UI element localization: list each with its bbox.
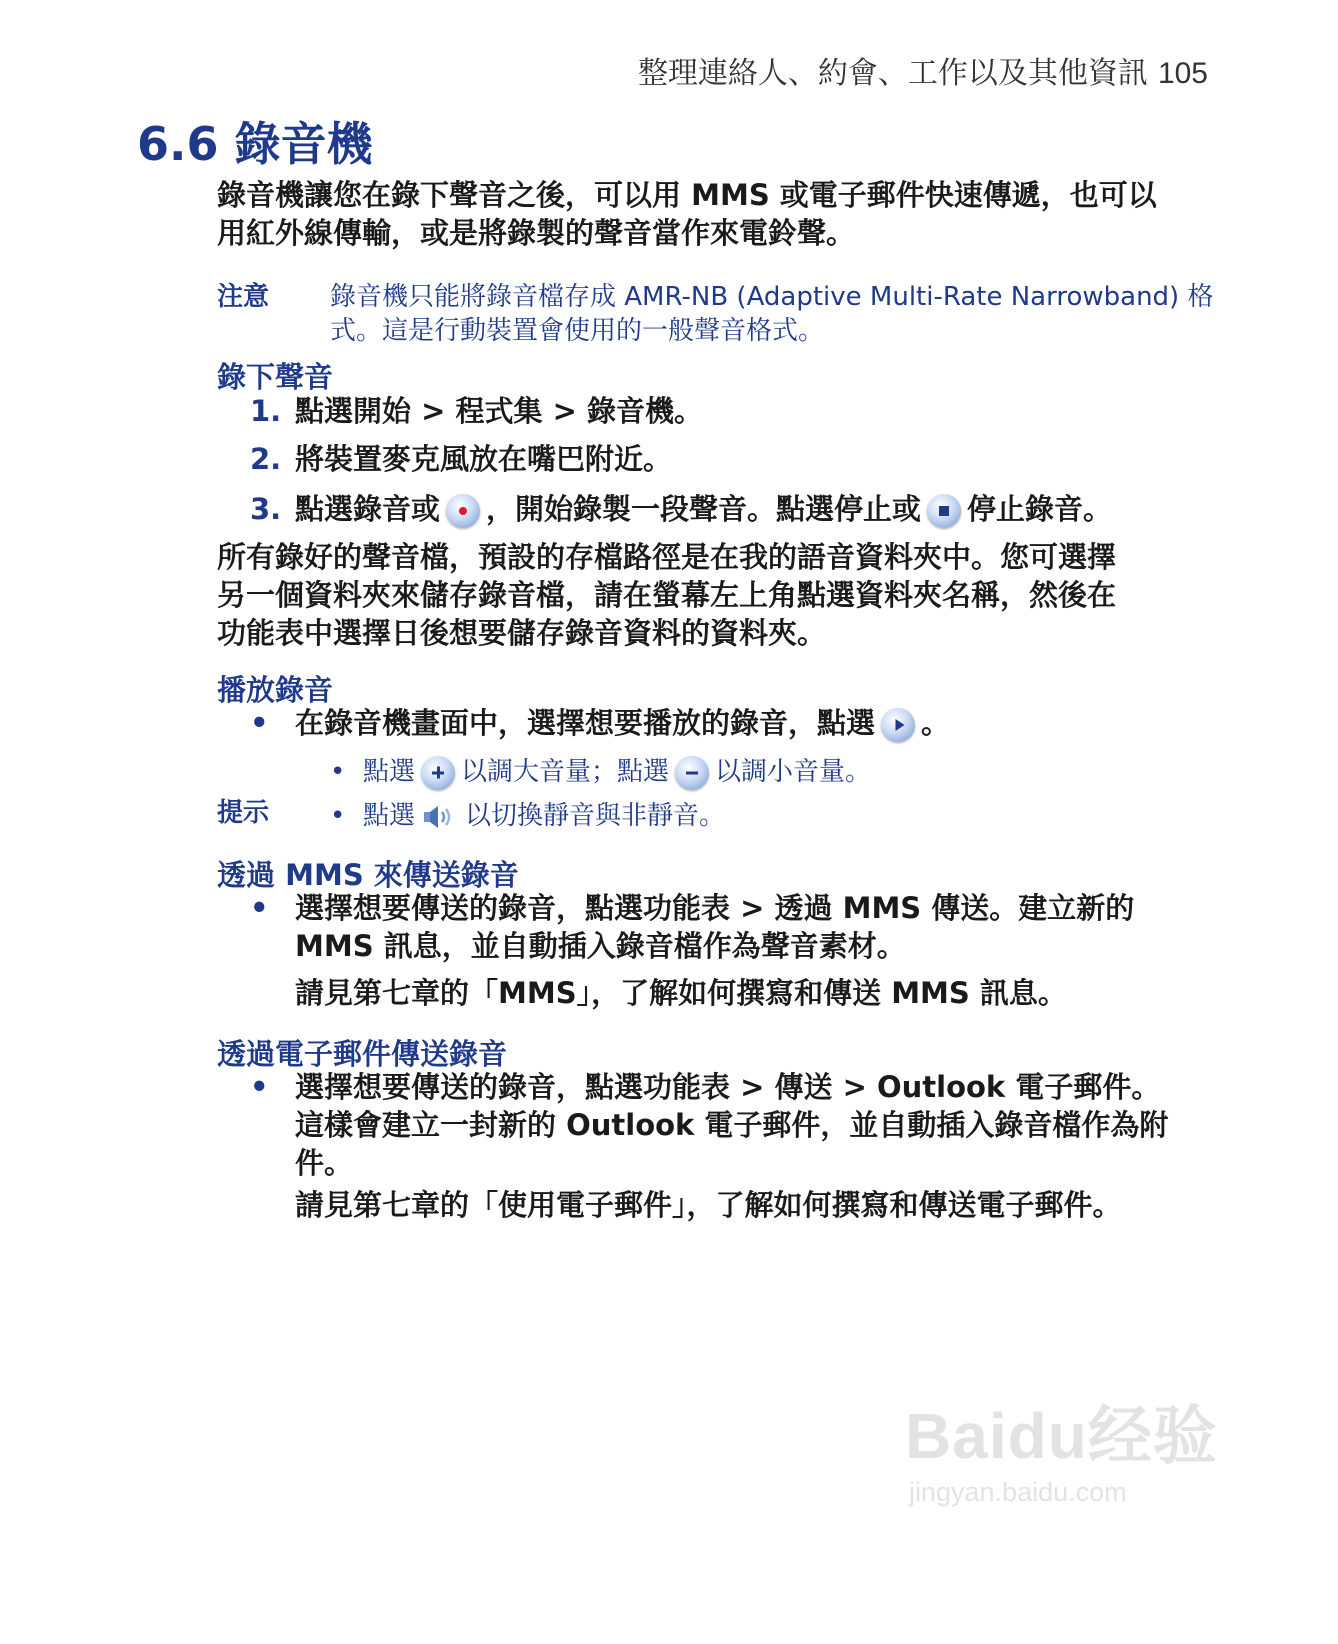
speaker-mute-icon — [421, 802, 459, 832]
page-number: 105 — [1157, 57, 1208, 90]
step-1-number: 1. — [250, 394, 282, 428]
tip-2-text-b: 以切換靜音與非靜音。 — [465, 801, 726, 831]
tip-item-1 — [330, 755, 871, 790]
bullet-marker: • — [250, 891, 269, 925]
bullet-marker: • — [250, 706, 269, 740]
watermark-logo: Baidu经验 — [905, 1400, 1218, 1472]
chapter-title: 6.6 錄音機 — [137, 117, 373, 171]
section-heading-play: 播放錄音 — [217, 673, 334, 707]
mms-line-1: 選擇想要傳送的錄音，點選功能表 > 透過 MMS 傳送。建立新的 — [295, 891, 1135, 925]
email-line-3: 件。 — [295, 1146, 354, 1180]
tip-1-text-b: 以調大音量；點選 — [461, 757, 670, 787]
volume-down-icon — [675, 756, 709, 790]
tip-1-text-a: 點選 — [363, 757, 416, 787]
play-bullet — [250, 704, 1230, 742]
step-3 — [250, 490, 1112, 528]
mms-line-2: MMS 訊息，並自動插入錄音檔作為聲音素材。 — [295, 929, 906, 963]
running-header — [638, 48, 1208, 92]
step-3-text-a: 點選錄音或 — [295, 492, 441, 526]
storage-line-3: 功能表中選擇日後想要儲存錄音資料的資料夾。 — [217, 616, 827, 650]
step-2-text: 將裝置麥克風放在嘴巴附近。 — [295, 442, 673, 476]
step-1-text: 點選開始 > 程式集 > 錄音機。 — [295, 394, 703, 428]
tip-label: 提示 — [217, 798, 270, 828]
step-2 — [250, 440, 672, 478]
email-reference: 請見第七章的「使用電子郵件」，了解如何撰寫和傳送電子郵件。 — [295, 1188, 1122, 1222]
stop-icon — [927, 494, 961, 528]
note-line-2: 式。這是行動裝置會使用的一般聲音格式。 — [330, 316, 825, 346]
tip-item-2 — [330, 799, 725, 833]
tip-bullet-marker: • — [330, 801, 346, 831]
intro-line-1: 錄音機讓您在錄下聲音之後，可以用 MMS 或電子郵件快速傳遞，也可以 — [217, 178, 1157, 212]
step-3-text-b: ，開始錄製一段聲音。點選停止或 — [486, 492, 922, 526]
step-2-number: 2. — [250, 442, 282, 476]
mms-reference: 請見第七章的「MMS」，了解如何撰寫和傳送 MMS 訊息。 — [295, 976, 1067, 1010]
section-heading-mms: 透過 MMS 來傳送錄音 — [217, 858, 519, 892]
header-title: 整理連絡人、約會、工作以及其他資訊 — [637, 56, 1148, 91]
record-icon — [446, 494, 480, 528]
tip-1-text-c: 以調小音量。 — [715, 757, 872, 787]
note-line-1: 錄音機只能將錄音檔存成 AMR-NB (Adaptive Multi-Rate Narrowband) 格 — [330, 282, 1214, 312]
watermark-url: jingyan.baidu.com — [909, 1477, 1127, 1507]
note-box — [217, 280, 1227, 348]
intro-paragraph — [217, 176, 1227, 252]
step-3-number: 3. — [250, 492, 282, 526]
mms-bullet — [250, 889, 1230, 965]
section-heading-record: 錄下聲音 — [217, 360, 334, 394]
baidu-watermark — [905, 1385, 1218, 1508]
bullet-marker: • — [250, 1070, 269, 1104]
step-1 — [250, 392, 703, 430]
step-3-text-c: 停止錄音。 — [967, 492, 1113, 526]
section-heading-email: 透過電子郵件傳送錄音 — [217, 1037, 508, 1071]
storage-line-1: 所有錄好的聲音檔，預設的存檔路徑是在我的語音資料夾中。您可選擇 — [217, 540, 1117, 574]
storage-line-2: 另一個資料夾來儲存錄音檔，請在螢幕左上角點選資料夾名稱，然後在 — [217, 578, 1117, 612]
play-bullet-text-a: 在錄音機畫面中，選擇想要播放的錄音，點選 — [295, 706, 876, 740]
note-label: 注意 — [217, 282, 270, 312]
tip-2-text-a: 點選 — [363, 801, 416, 831]
intro-line-2: 用紅外線傳輸，或是將錄製的聲音當作來電鈴聲。 — [217, 216, 856, 250]
email-line-2: 這樣會建立一封新的 Outlook 電子郵件，並自動插入錄音檔作為附 — [295, 1108, 1169, 1142]
email-bullet — [250, 1068, 1230, 1182]
play-bullet-text-b: 。 — [921, 706, 951, 740]
play-icon — [881, 708, 915, 742]
tip-bullet-marker: • — [330, 757, 346, 787]
storage-paragraph — [217, 538, 1227, 652]
email-line-1: 選擇想要傳送的錄音，點選功能表 > 傳送 > Outlook 電子郵件。 — [295, 1070, 1161, 1104]
volume-up-icon — [421, 756, 455, 790]
